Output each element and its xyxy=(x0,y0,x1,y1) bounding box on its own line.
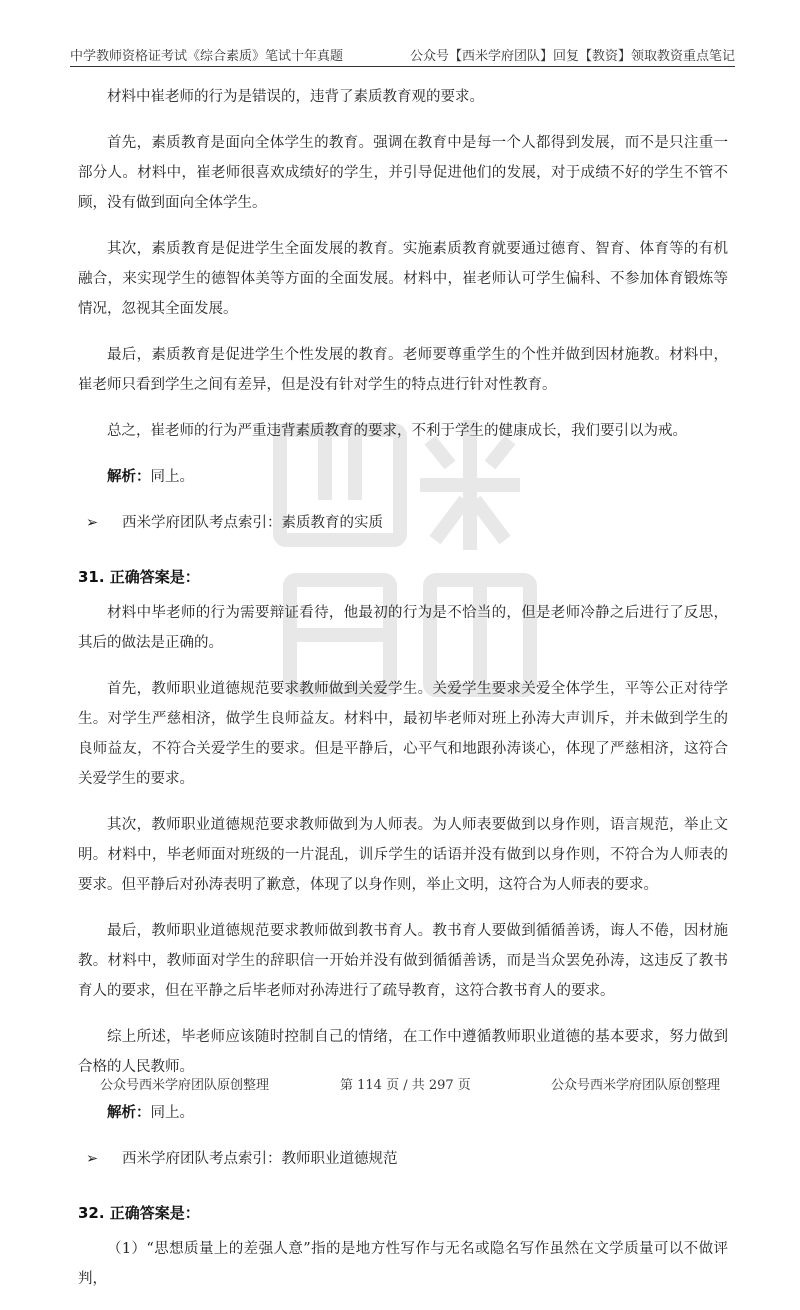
page-content xyxy=(78,82,728,1310)
page-number: 第 114 页 / 共 297 页 xyxy=(340,1078,471,1093)
section-32-paragraph-1: （1）“思想质量上的差强人意”指的是地方性写作与无名或隐名写作虽然在文学质量可以不做评判， xyxy=(78,1241,728,1287)
index-text: 西米学府团队考点索引：教师职业道德规范 xyxy=(122,1151,398,1167)
page-footer xyxy=(0,1074,800,1094)
section-31-analysis xyxy=(78,1098,728,1128)
analysis-text: 同上。 xyxy=(150,469,194,485)
section-30-index xyxy=(78,508,728,538)
section-31-paragraph-4: 最后，教师职业道德规范要求教师做到教书育人。教书育人要做到循循善诱，诲人不倦，因材施教。材料中，教师面对学生的辞职信一开始并没有做到循循善诱，而是当众罢免孙涛，这违反了教书育人的要求，但在平静之后毕老师对孙涛进行了疏导教育，这符合教书育人的要求。 xyxy=(78,923,728,999)
index-text: 西米学府团队考点索引：素质教育的实质 xyxy=(122,515,383,531)
header-right-note: 公众号【西米学府团队】回复【教资】领取教资重点笔记 xyxy=(409,49,735,64)
section-31-paragraph-3: 其次，教师职业道德规范要求教师做到为人师表。为人师表要做到以身作则，语言规范，举止文明。材料中，毕老师面对班级的一片混乱，训斥学生的话语并没有做到以身作则，不符合为人师表的要求。但平静后对孙涛表明了歉意，体现了以身作则，举止文明，这符合为人师表的要求。 xyxy=(78,817,728,893)
section-30-paragraph-3: 其次，素质教育是促进学生全面发展的教育。实施素质教育就要通过德育、智育、体育等的有机融合，来实现学生的德智体美等方面的全面发展。材料中，崔老师认可学生偏科、不参加体育锻炼等情况，忽视其全面发展。 xyxy=(78,241,728,317)
section-30-paragraph-4: 最后，素质教育是促进学生个性发展的教育。老师要尊重学生的个性并做到因材施教。材料中，崔老师只看到学生之间有差异，但是没有针对学生的特点进行针对性教育。 xyxy=(78,347,728,393)
arrow-bullet-icon: ➢ xyxy=(86,1151,99,1167)
analysis-label: 解析： xyxy=(107,468,151,485)
section-30-paragraph-1: 材料中崔老师的行为是错误的，违背了素质教育观的要求。 xyxy=(107,89,484,105)
section-31-paragraph-2: 首先，教师职业道德规范要求教师做到关爱学生。关爱学生要求关爱全体学生，平等公正对待学生。对学生严慈相济，做学生良师益友。材料中，最初毕老师对班上孙涛大声训斥，并未做到学生的良师益友，不符合关爱学生的要求。但是平静后，心平气和地跟孙涛谈心，体现了严慈相济，这符合关爱学生的要求。 xyxy=(78,681,728,787)
arrow-bullet-icon: ➢ xyxy=(86,515,99,531)
section-31-paragraph-1: 材料中毕老师的行为需要辩证看待，他最初的行为是不恰当的，但是老师冷静之后进行了反思，其后的做法是正确的。 xyxy=(78,605,728,651)
section-30-paragraph-2: 首先，素质教育是面向全体学生的教育。强调在教育中是每一个人都得到发展，而不是只注重一部分人。材料中，崔老师很喜欢成绩好的学生，并引导促进他们的发展，对于成绩不好的学生不管不顾，没有做到面向全体学生。 xyxy=(78,135,728,211)
question-32-heading: 32. 正确答案是： xyxy=(78,1204,200,1222)
footer-right: 公众号西米学府团队原创整理 xyxy=(551,1078,721,1093)
section-30-paragraph-5: 总之，崔老师的行为严重违背素质教育的要求，不利于学生的健康成长，我们要引以为戒。 xyxy=(107,423,687,439)
section-31-paragraph-5: 综上所述，毕老师应该随时控制自己的情绪，在工作中遵循教师职业道德的基本要求，努力做到合格的人民教师。 xyxy=(78,1029,728,1075)
analysis-text: 同上。 xyxy=(150,1105,194,1121)
footer-left: 公众号西米学府团队原创整理 xyxy=(100,1078,270,1093)
question-31-heading: 31. 正确答案是： xyxy=(78,568,200,586)
section-30-analysis xyxy=(78,462,728,492)
header-left-title: 中学教师资格证考试《综合素质》笔试十年真题 xyxy=(70,49,344,64)
analysis-label: 解析： xyxy=(107,1104,151,1121)
section-31-index xyxy=(78,1144,728,1174)
page-header xyxy=(70,38,735,67)
